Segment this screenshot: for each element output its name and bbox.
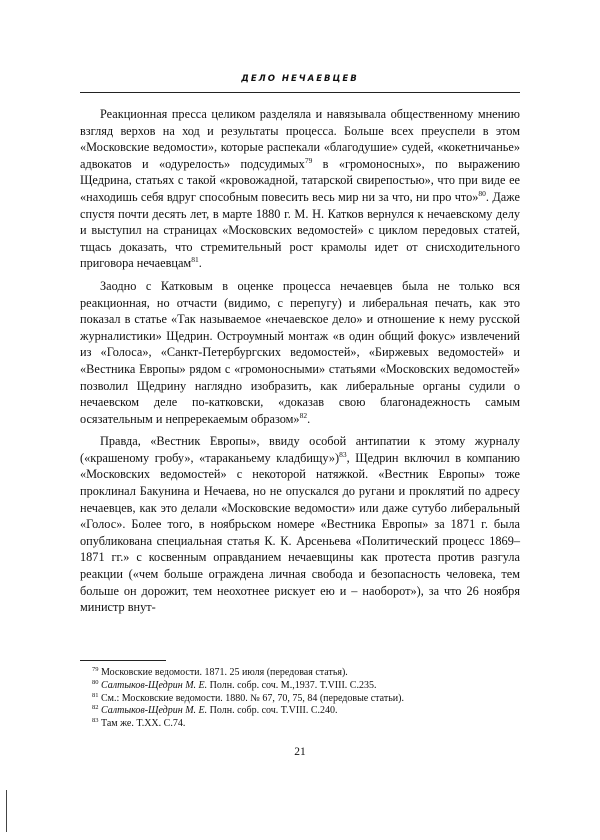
footnote-ref: 83 <box>339 449 347 459</box>
page-edge-line <box>6 790 7 832</box>
footnote-ref: 81 <box>92 691 99 699</box>
footnote-ref: 80 <box>478 188 486 198</box>
page-number: 21 <box>294 746 306 758</box>
text-run: Там же. T.XX. С.74. <box>98 718 186 730</box>
footnote-ref: 83 <box>92 717 99 725</box>
paragraph <box>80 433 520 616</box>
author-name: Салтыков-Щедрин М. Е. <box>101 679 208 691</box>
footnote-ref: 80 <box>92 678 99 686</box>
footnote-ref: 82 <box>92 704 99 712</box>
text-run: в «громоносных», по выражению Щедрина, статьях с такой «кровожадной, татарской свирепостью», что при виде ее «находишь себя вдруг способным повесить весь мир ни за что, ни про что» <box>80 156 520 204</box>
footnote <box>92 680 512 693</box>
text-run: См.: Московские ведомости. 1880. № 67, 70, 75, 84 (передовые статьи). <box>98 692 404 704</box>
text-run: Правда, «Вестник Европы», ввиду особой антипатии к этому журналу («крашеному гробу», «тараканьему кладбищу») <box>80 434 520 465</box>
text-run: Московские ведомости. 1871. 25 июля (передовая статья). <box>98 667 348 678</box>
footnote <box>92 667 512 680</box>
text-run: . <box>307 411 311 426</box>
text-run: . <box>198 256 202 271</box>
main-text <box>80 106 520 616</box>
footnotes <box>92 667 512 731</box>
footnote <box>92 718 512 731</box>
text-run: , Щедрин включил в компанию «Московских ведомостей» с некоторой натяжкой. «Вестник Европы» тоже проклинал Бакунина и Нечаева, но не опускался до ругани и проклятий по адресу нечаевцев, как это делали «Московские ведомости» или даже сутубо либеральный «Голос». Более того, в ноябрьском номере «Вестника Европы» за 1871 г. была опубликована специальная статья К. К. Арсеньева «Политический процесс 1869–1871 гг.» с косвенным оправданием нечаевщины как протеста против разгула реакции («чем больше ограждена личная свобода и безопасность человека, тем больше он дорожит, тем неохотнее рискует ею и – наоборот»), за что 26 ноября министр внут- <box>80 450 520 615</box>
footnote-ref: 81 <box>191 255 199 265</box>
paragraph <box>80 106 520 272</box>
footnote-ref: 82 <box>299 410 308 420</box>
footnote-rule <box>80 660 166 661</box>
footnote-ref: 79 <box>304 155 313 165</box>
text-run: Реакционная пресса целиком разделяла и навязывала общественному мнению взгляд верхов на ход и результаты процесса. Больше всех преуспели в этом «Московские ведомости», которые распекали «благодушие» судей, «кокетничанье» адвокатов и «одурелость» подсудимых <box>80 107 520 171</box>
text-run: Заодно с Катковым в оценке процесса нечаевцев была не только вся реакционная, но отчасти (видимо, с перепугу) и либеральная печать, как это показал в статье «Так называемое «нечаевское дело» и отношение к нему русской журналистики» Щедрин. Остроумный монтаж «в один общий фокус» извлечений из «Голоса», «Санкт-Петербургских ведомостей», «Биржевых ведомостей» и «Вестника Европы» рядом с «громоносными» статьями «Московских ведомостей» позволил Щедрину наглядно изобразить, как либеральные органы судили о нечаевском деле по-катковски, «доказав свою благонадежность самым осязательным и непререкаемым образом» <box>80 278 520 426</box>
footnote <box>92 693 512 706</box>
footnote-ref: 79 <box>92 666 99 673</box>
author-name: Салтыков-Щедрин М. Е. <box>101 705 208 717</box>
footnote <box>92 705 512 718</box>
running-title: ДЕЛО НЕЧАЕВЦЕВ <box>241 74 359 84</box>
header-rule <box>80 92 520 93</box>
text-run: . Даже спустя почти десять лет, в марте 1880 г. М. Н. Катков вернулся к нечаевскому делу и выступил на страницах «Московских ведомостей» с циклом передовых статей, тщась доказать, что стремительный рост крамолы идет от снисходительного приговора нечаевцам <box>80 189 520 271</box>
text-run: Полн. собр. соч. T.VIII. С.240. <box>207 705 338 717</box>
text-run: Полн. собр. соч. М.,1937. T.VIII. С.235. <box>207 679 377 691</box>
paragraph <box>80 278 520 427</box>
